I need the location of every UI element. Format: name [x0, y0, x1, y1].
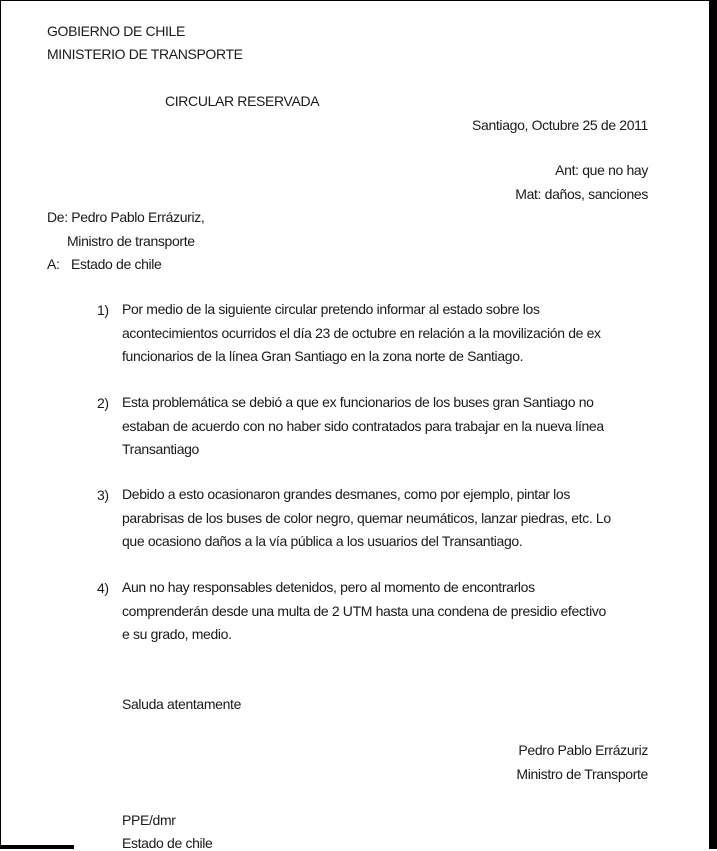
item-number: 4) — [97, 580, 109, 596]
list-item — [122, 576, 606, 647]
list-item — [122, 483, 611, 554]
item-line: e su grado, medio. — [122, 626, 232, 642]
item-line: Aun no hay responsables detenidos, pero al momento de encontrarlos — [122, 579, 535, 595]
page-shadow-bottom — [0, 845, 74, 849]
reference-ant: Ant: que no hay — [555, 162, 648, 178]
item-line: Debido a esto ocasionaron grandes desmanes, como por ejemplo, pintar los — [122, 486, 570, 502]
from-line: De: Pedro Pablo Errázuriz, — [47, 209, 205, 225]
item-number: 2) — [97, 395, 109, 411]
from-title: Ministro de transporte — [67, 233, 195, 249]
reference-mat: Mat: daños, sanciones — [515, 186, 648, 202]
item-line: comprenderán desde una multa de 2 UTM hasta una condena de presidio efectivo — [122, 602, 606, 619]
distribution-line: Estado de chile — [122, 835, 213, 851]
header-government: GOBIERNO DE CHILE — [47, 23, 185, 39]
to-label: A: — [47, 256, 60, 272]
item-number: 1) — [97, 302, 109, 318]
signature-name: Pedro Pablo Errázuriz — [518, 742, 648, 758]
item-line: acontecimientos ocurridos el día 23 de octubre en relación a la movilización de ex — [122, 324, 601, 341]
item-line: estaban de acuerdo con no haber sido contratados para trabajar en la nueva línea — [122, 417, 604, 434]
item-line: funcionarios de la línea Gran Santiago en la zona norte de Santiago. — [122, 348, 524, 364]
to-recipient: Estado de chile — [71, 256, 162, 272]
reference-initials: PPE/dmr — [122, 812, 176, 828]
place-date: Santiago, Octubre 25 de 2011 — [472, 117, 648, 133]
item-number: 3) — [97, 487, 109, 503]
item-line: que ocasiono daños a la vía pública a los usuarios del Transantiago. — [122, 533, 523, 549]
item-line: Transantiago — [122, 441, 199, 457]
signature-title: Ministro de Transporte — [516, 766, 648, 782]
item-line: Por medio de la siguiente circular pretendo informar al estado sobre los — [122, 301, 540, 317]
document-type-title: CIRCULAR RESERVADA — [165, 93, 320, 109]
page-shadow-right — [709, 0, 717, 849]
item-line: parabrisas de los buses de color negro, quemar neumáticos, lanzar piedras, etc. Lo — [122, 509, 611, 526]
item-line: Esta problemática se debió a que ex funcionarios de los buses gran Santiago no — [122, 394, 594, 410]
closing-salutation: Saluda atentamente — [122, 696, 242, 712]
list-item — [122, 298, 601, 369]
header-ministry: MINISTERIO DE TRANSPORTE — [47, 46, 243, 62]
list-item — [122, 391, 604, 462]
